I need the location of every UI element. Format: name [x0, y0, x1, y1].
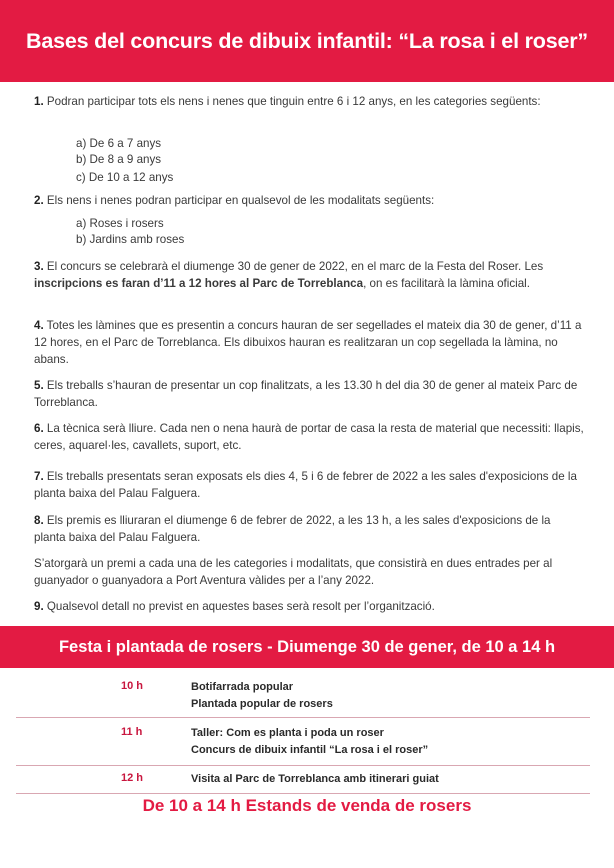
rule-number: 3.	[34, 260, 44, 273]
schedule-time: 12 h	[121, 772, 144, 784]
rule-text: Qualsevol detall no previst en aquestes bases serà resolt per l’organització.	[43, 600, 435, 613]
rule-number: 6.	[34, 422, 44, 435]
rule-text: Podran participar tots els nens i nenes que tinguin entre 6 i 12 anys, en les categories següents:	[43, 95, 541, 108]
page-title: Bases del concurs de dibuix infantil: “La rosa i el roser”	[0, 0, 614, 82]
schedule-activities	[191, 679, 333, 713]
rule-text: Els premis es lliuraran el diumenge 6 de febrer de 2022, a les 13 h, a les sales d'exposicions de la planta baixa del Palau Falguera.	[34, 514, 551, 544]
schedule-row	[16, 718, 590, 766]
schedule-row	[16, 672, 590, 718]
rule-9	[34, 598, 584, 615]
schedule-time: 10 h	[121, 680, 144, 692]
schedule-activities	[191, 725, 428, 759]
rule-text: Els nens i nenes podran participar en qualsevol de les modalitats següents:	[43, 194, 435, 207]
rule-text: La tècnica serà lliure. Cada nen o nena haurà de portar de casa la resta de material que necessiti: llapis, ceres, aquarel·les, cavallets, suport, etc.	[34, 422, 584, 452]
rule-1	[34, 93, 584, 110]
activity: Botifarrada popular	[191, 681, 294, 693]
rule-number: 2.	[34, 194, 44, 207]
activity: Taller: Com es planta i poda un roser	[191, 727, 384, 739]
activity: Plantada popular de rosers	[191, 698, 333, 710]
festa-title: Festa i plantada de rosers - Diumenge 30 de gener, de 10 a 14 h	[0, 626, 614, 668]
rule-number: 4.	[34, 319, 44, 332]
category-list	[76, 136, 173, 186]
category-item: b) De 8 a 9 anys	[76, 153, 162, 166]
rule-4	[34, 317, 584, 368]
rule-number: 7.	[34, 470, 44, 483]
modality-list	[76, 216, 184, 248]
rule-7	[34, 468, 584, 502]
rule-number: 5.	[34, 379, 44, 392]
schedule-activities	[191, 771, 439, 788]
category-item: a) De 6 a 7 anys	[76, 137, 162, 150]
schedule-row	[16, 766, 590, 794]
rule-text: Els treballs presentats seran exposats els dies 4, 5 i 6 de febrer de 2022 a les sales d'exposicions de la planta baixa del Palau Falguera.	[34, 470, 577, 500]
stands-footer: De 10 a 14 h Estands de venda de rosers	[142, 796, 472, 815]
modality-item: b) Jardins amb roses	[76, 233, 185, 246]
modality-item: a) Roses i rosers	[76, 217, 164, 230]
rule-number: 8.	[34, 514, 44, 527]
rule-6	[34, 420, 584, 454]
rule-5	[34, 377, 584, 411]
rule-text: El concurs se celebrarà el diumenge 30 de gener de 2022, en el marc de la Festa del Roser. Les	[43, 260, 544, 273]
rule-number: 9.	[34, 600, 44, 613]
rule-number: 1.	[34, 95, 44, 108]
rule-text: Totes les làmines que es presentin a concurs hauran de ser segellades el mateix dia 30 de gener, d’11 a 12 hores, en el Parc de Torreblanca. Els dibuixos hauran es realitzaran un cop segellada la làmina, no abans.	[34, 319, 582, 366]
category-item: c) De 10 a 12 anys	[76, 171, 174, 184]
rule-text: Els treballs s’hauran de presentar un cop finalitzats, a les 13.30 h del dia 30 de gener al mateix Parc de Torreblanca.	[34, 379, 578, 409]
activity: Visita al Parc de Torreblanca amb itinerari guiat	[191, 773, 439, 785]
rule-text: , on es facilitarà la làmina oficial.	[363, 277, 530, 290]
rule-3	[34, 258, 584, 292]
rule-8	[34, 512, 584, 546]
activity: Concurs de dibuix infantil “La rosa i el roser”	[191, 744, 429, 756]
rule-2	[34, 192, 584, 209]
prize-text: S’atorgarà un premi a cada una de les categories i modalitats, que consistirà en dues entrades per al guanyador o guanyadora a Port Aventura vàlides per a l’any 2022.	[34, 557, 553, 587]
schedule-time: 11 h	[121, 726, 143, 738]
rule-bold-text: inscripcions es faran d’11 a 12 hores al Parc de Torreblanca	[34, 277, 364, 290]
